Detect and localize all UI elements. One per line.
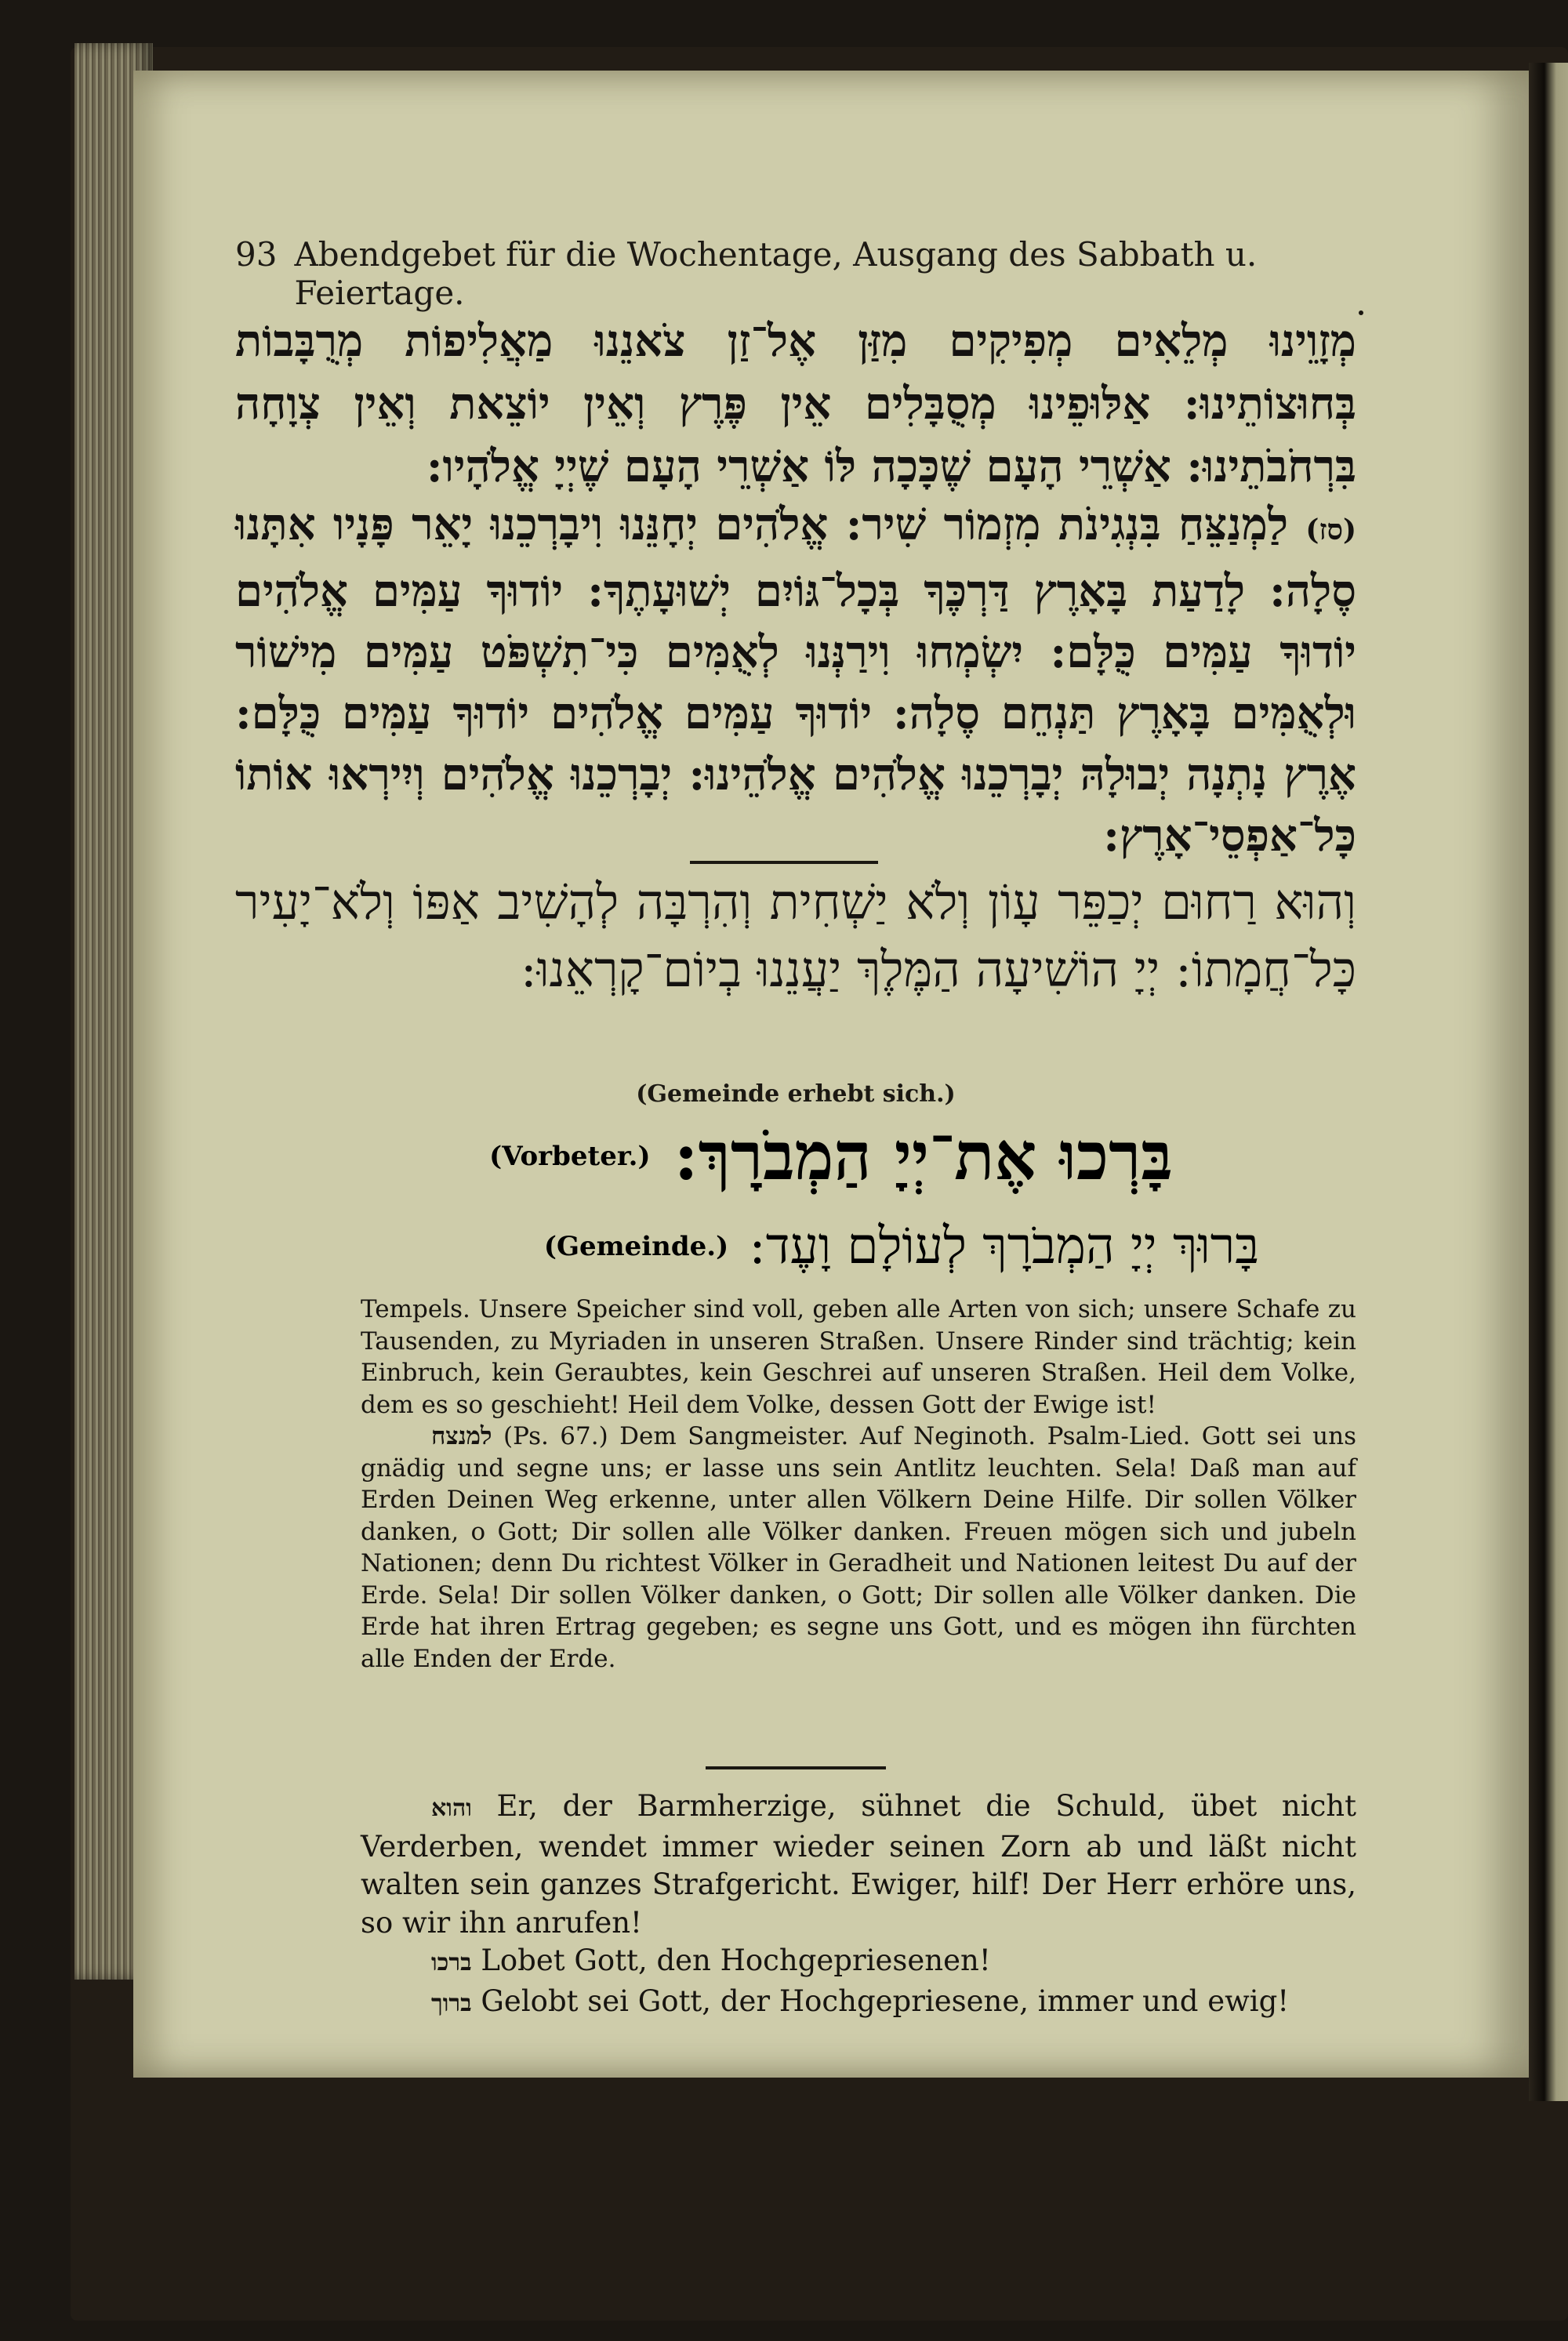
right-gutter: [1529, 63, 1568, 2101]
hebrew-keyword: ברכו: [431, 1949, 472, 1976]
german-translation-2: [361, 1788, 1356, 2023]
congregation-line: [470, 1211, 1333, 1282]
reader-line: [439, 1113, 1223, 1200]
hebrew-block-3: וְהוּא רַחוּם יְכַפֵּר עָוֹן וְלֹא יַשְׁחִית וְהִרְבָּה לְהָשִׁיב אַפּוֹ וְלֹא־יָעִיר כָּל־חֲמָתוֹ: יְיָ הוֹשִׁיעָה הַמֶּלֶךְ יַעֲנֵנוּ בְיוֹם־קָרְאֵנוּ:: [235, 873, 1356, 998]
german-text: Er, der Barmherzige, sühnet die Schuld, übet nicht Verderben, wendet immer wieder seinen Zorn ab und läßt nicht walten sein ganzes Strafgericht. Ewiger, hilf! Der Herr erhöre uns, so wir ihn anrufen!: [361, 1789, 1356, 1940]
german-translation-1: [361, 1294, 1356, 1675]
psalm-67-hebrew: לַמְנַצֵּחַ בִּנְגִינֹת מִזְמוֹר שִׁיר: אֱלֹהִים יְחָנֵּנוּ וִיבָרְכֵנוּ יָאֵר פָּנָיו אִתָּנוּ סֶלָה: לָדַעַת בָּאָרֶץ דַּרְכֶּךָ בְּכָל־גּוֹיִם יְשׁוּעָתֶךָ: יוֹדוּךָ עַמִּים אֱלֹהִים יוֹדוּךָ עַמִּים כֻּלָּם: יִשְׂמְחוּ וִירַנְּנוּ לְאֻמִּים כִּי־תִשְׁפֹּט עַמִּים מִישׁוֹר וּלְאֻמִּים בָּאָרֶץ תַּנְחֵם סֶלָה: יוֹדוּךָ עַמִּים אֱלֹהִים יוֹדוּךָ עַמִּים כֻּלָּם: אֶרֶץ נָתְנָה יְבוּלָהּ יְבָרְכֵנוּ אֱלֹהִים אֱלֹהֵינוּ: יְבָרְכֵנוּ אֱלֹהִים וְיִירְאוּ אוֹתוֹ כָּל־אַפְסֵי־אָרֶץ:: [235, 499, 1356, 862]
reader-role: (Vorbeter.): [489, 1141, 651, 1172]
hebrew-keyword: ברוך: [431, 1989, 472, 2017]
hebrew-block-2: [235, 494, 1356, 866]
german-paragraph: Tempels. Unsere Speicher sind voll, geben alle Arten von sich; unsere Schafe zu Tausenden, zu Myriaden in unseren Straßen. Unsere Rinder sind trächtig; kein Einbruch, kein Geraubtes, kein Geschrei auf unseren Straßen. Heil dem Volke, dem es so geschieht! Heil dem Volke, dessen Gott der Ewige ist!: [361, 1295, 1356, 1419]
german-text: Lobet Gott, den Hochgepriesenen!: [481, 1944, 991, 1977]
page-number: 93: [235, 235, 278, 274]
hebrew-keyword: והוא: [431, 1795, 472, 1822]
german-paragraph: [361, 1942, 1356, 1983]
german-paragraph: [361, 1421, 1356, 1675]
german-paragraph: [361, 1788, 1356, 1942]
german-text: Gelobt sei Gott, der Hochgepriesene, immer und ewig!: [481, 1983, 1290, 2018]
congregation-hebrew: בָּרוּךְ יְיָ הַמְבֹרָךְ לְעוֹלָם וָעֶד:: [749, 1218, 1260, 1276]
section-divider: [690, 861, 878, 864]
german-text: (Ps. 67.) Dem Sangmeister. Auf Neginoth. Psalm-Lied. Gott sei uns gnädig und segne uns; er lasse uns sein Antlitz leuchten. Sela! Daß man auf Erden Deinen Weg erkenne, unter allen Völkern Deine Hilfe. Dir sollen Völker danken, o Gott; Dir sollen alle Völker danken. Freuen mögen sich und jubeln Nationen; denn Du richtest Völker in Geradheit und Nationen leitest Du auf der Erde. Sela! Dir sollen Völker danken, o Gott; Dir sollen alle Völker danken. Die Erde hat ihren Ertrag gegeben; es segne uns Gott, und es mögen ihn fürchten alle Enden der Erde.: [361, 1422, 1356, 1673]
ink-speck: [1359, 310, 1363, 315]
hebrew-block-1: מְזָוֵינוּ מְלֵאִים מְפִיקִים מִזַּן אֶל־זַן צֹאנֵנוּ מַאֲלִיפוֹת מְרֻבָּבוֹת בְּחוּצוֹתֵינוּ: אַלּוּפֵינוּ מְסֻבָּלִים אֵין פֶּרֶץ וְאֵין יוֹצֵאת וְאֵין צְוָחָה בִּרְחֹבֹתֵינוּ: אַשְׁרֵי הָעָם שֶׁכָּכָה לּוֹ אַשְׁרֵי הָעָם שֶׁיְיָ אֱלֹהָיו:: [235, 315, 1356, 492]
congregation-role: (Gemeinde.): [543, 1231, 729, 1262]
congregation-rises-note: (Gemeinde erhebt sich.): [636, 1080, 956, 1108]
section-divider: [706, 1766, 886, 1769]
running-title: Abendgebet für die Wochentage, Ausgang des Sabbath u. Feiertage.: [294, 235, 1258, 312]
hebrew-keyword: למנצח: [431, 1422, 492, 1450]
german-paragraph: [361, 1983, 1356, 2023]
reader-hebrew: בָּרְכוּ אֶת־יְיָ הַמְבֹרָךְ:: [673, 1117, 1173, 1195]
page-header: [235, 235, 1356, 312]
psalm-tag: (סז): [1305, 514, 1357, 546]
